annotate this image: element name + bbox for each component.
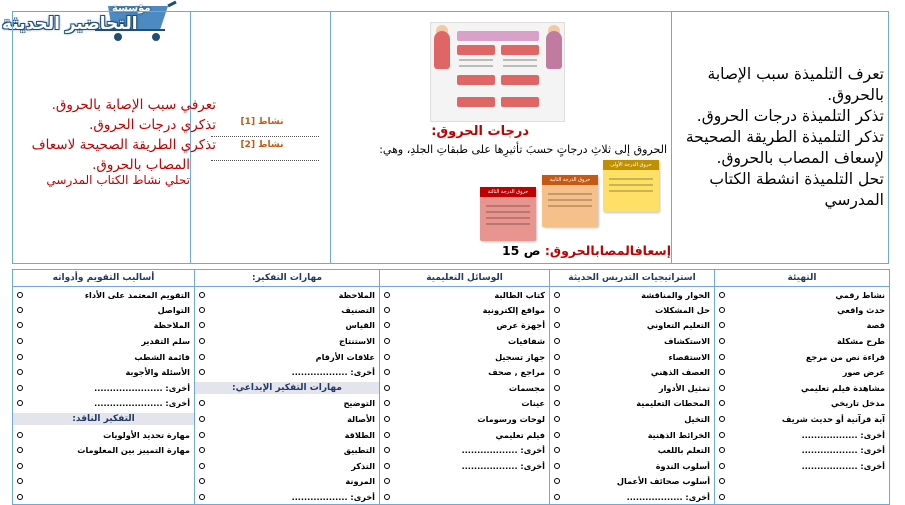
table-cell (380, 474, 550, 490)
table-cell (195, 349, 380, 365)
option-label: أخرى: .................. (626, 491, 710, 502)
table-row (13, 364, 890, 380)
option-label: أخرى: .................. (801, 460, 885, 471)
option-label: أخرى: .................. (801, 429, 885, 440)
table-cell (195, 396, 380, 412)
checkbox-circle-icon[interactable] (199, 400, 205, 406)
task-line: تعرفي سبب الإصابة بالحروق. (51, 97, 216, 113)
checkbox-circle-icon[interactable] (384, 400, 390, 406)
option-label: أخرى: .................. (801, 445, 885, 456)
option-label: المحطات التعليمية (636, 398, 710, 409)
option-label: تمثيل الأدوار (658, 382, 710, 393)
activity-1-label: نشاط [1] (240, 117, 284, 127)
table-row (13, 287, 890, 303)
option-label: حدث واقعي (837, 304, 885, 315)
checkbox-circle-icon[interactable] (554, 385, 560, 391)
first-aid-label: إسعافالمصابالحروق: (544, 243, 671, 258)
table-cell (550, 318, 715, 334)
checkbox-circle-icon[interactable] (719, 463, 725, 469)
lesson-text: الحروق إلى ثلاثِ درجاتٍ حسبَ تأثيرِها على طبقاتِ الجلدِ، وهي: (379, 143, 667, 156)
checkbox-circle-icon[interactable] (554, 307, 560, 313)
logo-line2: التحاضير الحديثة (2, 14, 138, 34)
first-aid-reference (502, 243, 671, 258)
dotted-line (211, 136, 319, 137)
option-label: فيلم تعليمي (495, 429, 545, 440)
option-label: نشاط رقمي (835, 289, 885, 300)
teaching-methods-table (12, 269, 890, 505)
task-line: تذكري الطريقة الصحيحة لاسعاف (31, 137, 216, 153)
checkbox-circle-icon[interactable] (199, 369, 205, 375)
table-cell (13, 411, 195, 427)
option-label: الملاحظة (338, 289, 375, 300)
table-row (13, 333, 890, 349)
header-warmup: التهيئة (715, 270, 890, 287)
table-cell (715, 474, 890, 490)
objective-line: بالحروق. (827, 86, 884, 104)
option-label: قائمة الشطب (134, 351, 190, 362)
checkbox-circle-icon[interactable] (384, 322, 390, 328)
option-label: سلم التقدير (141, 336, 190, 347)
option-label: أخرى: .................. (461, 460, 545, 471)
table-cell (550, 380, 715, 396)
table-row (13, 380, 890, 396)
table-cell (13, 380, 195, 396)
checkbox-circle-icon[interactable] (719, 307, 725, 313)
option-label: مواقع إلكترونية (482, 304, 545, 315)
checkbox-circle-icon[interactable] (719, 292, 725, 298)
logo-line1: مؤسسة (112, 3, 151, 14)
table-header-row (13, 270, 890, 287)
option-label: الاستكشاف (664, 336, 710, 347)
table-row (13, 302, 890, 318)
table-cell (550, 427, 715, 443)
subsection-heading: مهارات التفكير الإبداعي: (195, 382, 379, 394)
table-cell (715, 489, 890, 505)
table-cell (715, 364, 890, 380)
objective-line: تذكر التلميذة درجات الحروق. (696, 107, 884, 125)
activity-2-label: نشاط [2] (240, 140, 284, 150)
checkbox-circle-icon[interactable] (199, 478, 205, 484)
checkbox-circle-icon[interactable] (384, 478, 390, 484)
table-cell (550, 364, 715, 380)
sticky-note-second-degree (542, 175, 598, 227)
checkbox-circle-icon[interactable] (17, 463, 23, 469)
table-cell (715, 396, 890, 412)
option-label: التخيل (684, 414, 710, 425)
option-label: التعلم باللعب (657, 445, 710, 456)
option-label: التواصل (157, 304, 190, 315)
table-cell (715, 427, 890, 443)
header-aids: الوسائل التعليمية (380, 270, 550, 287)
table-cell (380, 442, 550, 458)
checkbox-circle-icon[interactable] (384, 494, 390, 500)
task-last: تحلي نشاط الكتاب المدرسي (46, 173, 190, 187)
activities-column (207, 12, 330, 263)
checkbox-circle-icon[interactable] (17, 354, 23, 360)
checkbox-circle-icon[interactable] (554, 338, 560, 344)
option-label: الأسئلة والأجوبة (125, 367, 190, 378)
checkbox-circle-icon[interactable] (719, 322, 725, 328)
option-label: الحوار والمناقشة (641, 289, 710, 300)
checkbox-circle-icon[interactable] (554, 292, 560, 298)
option-label: جهاز تسجيل (495, 351, 545, 362)
table-cell (550, 349, 715, 365)
checkbox-circle-icon[interactable] (719, 385, 725, 391)
table-cell (13, 349, 195, 365)
table-cell (380, 349, 550, 365)
option-label: العصف الذهني (650, 367, 710, 378)
option-label: مدخل تاريخي (831, 398, 885, 409)
subsection-heading: التفكير الناقد: (13, 413, 194, 425)
checkbox-circle-icon[interactable] (384, 354, 390, 360)
option-label: أخرى: ...................... (94, 398, 190, 409)
table-cell (380, 411, 550, 427)
table-cell (195, 302, 380, 318)
table-row (13, 458, 890, 474)
checkbox-circle-icon[interactable] (17, 369, 23, 375)
table-cell (715, 442, 890, 458)
option-label: مهارة التمييز بين المعلومات (77, 445, 190, 456)
table-cell (195, 489, 380, 505)
table-cell (380, 380, 550, 396)
table-cell (380, 318, 550, 334)
checkbox-circle-icon[interactable] (384, 416, 390, 422)
lesson-plan-top (12, 11, 889, 264)
checkbox-circle-icon[interactable] (554, 447, 560, 453)
table-cell (715, 318, 890, 334)
sticky-note-third-degree (480, 187, 536, 241)
checkbox-circle-icon[interactable] (199, 322, 205, 328)
table-cell (195, 474, 380, 490)
checkbox-circle-icon[interactable] (199, 416, 205, 422)
objectives-column (671, 12, 888, 263)
checkbox-circle-icon[interactable] (199, 292, 205, 298)
checkbox-circle-icon[interactable] (384, 369, 390, 375)
table-cell (13, 364, 195, 380)
table-cell (195, 411, 380, 427)
checkbox-circle-icon[interactable] (554, 432, 560, 438)
table-cell (13, 442, 195, 458)
page-ref: ص 15 (501, 243, 541, 258)
table-cell (550, 302, 715, 318)
checkbox-circle-icon[interactable] (17, 400, 23, 406)
table-cell (550, 333, 715, 349)
checkbox-circle-icon[interactable] (554, 322, 560, 328)
option-label: التطبيق (343, 445, 375, 456)
textbook-page-image (430, 22, 565, 122)
checkbox-circle-icon[interactable] (554, 478, 560, 484)
table-cell (550, 411, 715, 427)
table-cell (550, 489, 715, 505)
table-cell (380, 364, 550, 380)
table-cell (380, 489, 550, 505)
table-cell (195, 380, 380, 396)
table-cell (13, 318, 195, 334)
checkbox-circle-icon[interactable] (199, 494, 205, 500)
table-cell (13, 302, 195, 318)
checkbox-circle-icon[interactable] (554, 369, 560, 375)
table-cell (13, 474, 195, 490)
table-cell (715, 333, 890, 349)
option-label: التوضيح (343, 398, 375, 409)
table-row (13, 489, 890, 505)
option-label: عينات (521, 398, 545, 409)
objective-line: لإسعاف المصاب بالحروق. (716, 149, 884, 167)
table-cell (13, 287, 195, 303)
option-label: أسلوب صحائف الأعمال (616, 476, 710, 487)
checkbox-circle-icon[interactable] (199, 432, 205, 438)
table-cell (13, 396, 195, 412)
student-tasks-column (13, 12, 216, 263)
table-cell (715, 411, 890, 427)
checkbox-circle-icon[interactable] (17, 478, 23, 484)
table-cell (380, 396, 550, 412)
table-cell (195, 318, 380, 334)
table-cell (715, 349, 890, 365)
option-label: التقويم المعتمد على الأداء (84, 289, 190, 300)
option-label: مراجع , صحف (488, 367, 545, 378)
checkbox-circle-icon[interactable] (17, 432, 23, 438)
header-thinking-skills: مهارات التفكير: (195, 270, 380, 287)
table-cell (380, 427, 550, 443)
table-cell (550, 474, 715, 490)
task-line: تذكري درجات الحروق. (89, 117, 216, 133)
option-label: مهارة تحديد الأولويات (103, 429, 190, 440)
table-cell (13, 489, 195, 505)
option-label: آية قرآنية أو حديث شريف (781, 414, 885, 425)
table-row (13, 396, 890, 412)
checkbox-circle-icon[interactable] (719, 354, 725, 360)
option-label: علاقات الأرقام (315, 351, 375, 362)
option-label: طرح مشكلة (836, 336, 885, 347)
sticky-title: حروق الدرجة الأولى (603, 160, 659, 170)
checkbox-circle-icon[interactable] (384, 385, 390, 391)
checkbox-circle-icon[interactable] (17, 447, 23, 453)
checkbox-circle-icon[interactable] (199, 338, 205, 344)
table-cell (13, 427, 195, 443)
dotted-line (211, 160, 319, 161)
option-label: التذكر (351, 460, 375, 471)
table-cell (380, 302, 550, 318)
table-row (13, 411, 890, 427)
option-label: أخرى: .................. (291, 491, 375, 502)
sticky-title: حروق الدرجة الثالثة (480, 187, 536, 197)
table-cell (195, 333, 380, 349)
table-row (13, 318, 890, 334)
checkbox-circle-icon[interactable] (17, 292, 23, 298)
table-cell (550, 442, 715, 458)
checkbox-circle-icon[interactable] (384, 292, 390, 298)
option-label: لوحات ورسومات (477, 414, 545, 425)
option-label: أجهزة عرض (496, 320, 545, 331)
checkbox-circle-icon[interactable] (719, 478, 725, 484)
table-cell (715, 302, 890, 318)
table-cell (550, 396, 715, 412)
checkbox-circle-icon[interactable] (199, 447, 205, 453)
table-cell (195, 442, 380, 458)
option-label: الاستنتاج (339, 336, 375, 347)
checkbox-circle-icon[interactable] (384, 447, 390, 453)
checkbox-circle-icon[interactable] (719, 494, 725, 500)
table-row (13, 349, 890, 365)
checkbox-circle-icon[interactable] (554, 416, 560, 422)
table-row (13, 427, 890, 443)
checkbox-circle-icon[interactable] (199, 463, 205, 469)
table-cell (13, 333, 195, 349)
table-row (13, 474, 890, 490)
objective-line: تعرف التلميذة سبب الإصابة (707, 65, 884, 83)
lesson-content (330, 12, 671, 263)
checkbox-circle-icon[interactable] (384, 338, 390, 344)
option-label: كتاب الطالبة (494, 289, 545, 300)
option-label: قصة (866, 320, 885, 331)
option-label: أسلوب الندوة (655, 460, 710, 471)
objective-line: المدرسي (824, 191, 884, 209)
option-label: قراءة نص من مرجع (805, 351, 885, 362)
header-strategies: استراتيجيات التدريس الحديثة (550, 270, 715, 287)
option-label: المرونة (345, 476, 375, 487)
checkbox-circle-icon[interactable] (554, 354, 560, 360)
checkbox-circle-icon[interactable] (719, 400, 725, 406)
header-assessment: أساليب التقويم وأدواته (13, 270, 195, 287)
option-label: القياس (345, 320, 375, 331)
option-label: عرض صور (842, 367, 885, 378)
checkbox-circle-icon[interactable] (17, 307, 23, 313)
checkbox-circle-icon[interactable] (719, 338, 725, 344)
table-cell (380, 458, 550, 474)
sticky-note-first-degree (603, 160, 659, 212)
table-cell (380, 333, 550, 349)
option-label: الاستقصاء (668, 351, 710, 362)
objective-line: تحل التلميذة انشطة الكتاب (709, 170, 884, 188)
checkbox-circle-icon[interactable] (384, 307, 390, 313)
checkbox-circle-icon[interactable] (719, 432, 725, 438)
checkbox-circle-icon[interactable] (17, 338, 23, 344)
option-label: أخرى: .................. (291, 367, 375, 378)
table-cell (550, 458, 715, 474)
table-cell (380, 287, 550, 303)
option-label: التعليم التعاوني (646, 320, 710, 331)
table-cell (550, 287, 715, 303)
checkbox-circle-icon[interactable] (17, 385, 23, 391)
table-row (13, 442, 890, 458)
checkbox-circle-icon[interactable] (199, 307, 205, 313)
option-label: أخرى: ...................... (94, 382, 190, 393)
option-label: مجسمات (508, 382, 545, 393)
table-cell (13, 458, 195, 474)
table-cell (195, 364, 380, 380)
checkbox-circle-icon[interactable] (384, 432, 390, 438)
checkbox-circle-icon[interactable] (719, 447, 725, 453)
checkbox-circle-icon[interactable] (17, 322, 23, 328)
option-label: شفافيات (507, 336, 545, 347)
objective-line: تذكر التلميذة الطريقة الصحيحة (685, 128, 884, 146)
table-cell (195, 458, 380, 474)
checkbox-circle-icon[interactable] (554, 494, 560, 500)
checkbox-circle-icon[interactable] (554, 463, 560, 469)
checkbox-circle-icon[interactable] (719, 369, 725, 375)
option-label: التصنيف (341, 304, 375, 315)
table-cell (195, 287, 380, 303)
option-label: الملاحظة (153, 320, 190, 331)
option-label: أخرى: .................. (461, 445, 545, 456)
option-label: الأصالة (347, 414, 375, 425)
checkbox-circle-icon[interactable] (199, 354, 205, 360)
sticky-title: حروق الدرجة الثانية (542, 175, 598, 185)
checkbox-circle-icon[interactable] (719, 416, 725, 422)
option-label: الطلاقة (344, 429, 375, 440)
option-label: مشاهدة فيلم تعليمي (800, 382, 885, 393)
option-label: حل المشكلات (655, 304, 710, 315)
checkbox-circle-icon[interactable] (554, 400, 560, 406)
checkbox-circle-icon[interactable] (384, 463, 390, 469)
checkbox-circle-icon[interactable] (17, 494, 23, 500)
lesson-title: درجات الحروق: (431, 124, 529, 139)
table-cell (715, 287, 890, 303)
table-cell (715, 458, 890, 474)
task-line: المصاب بالحروق. (92, 157, 190, 173)
table-cell (195, 427, 380, 443)
table-cell (715, 380, 890, 396)
option-label: الخرائط الذهنية (647, 429, 710, 440)
